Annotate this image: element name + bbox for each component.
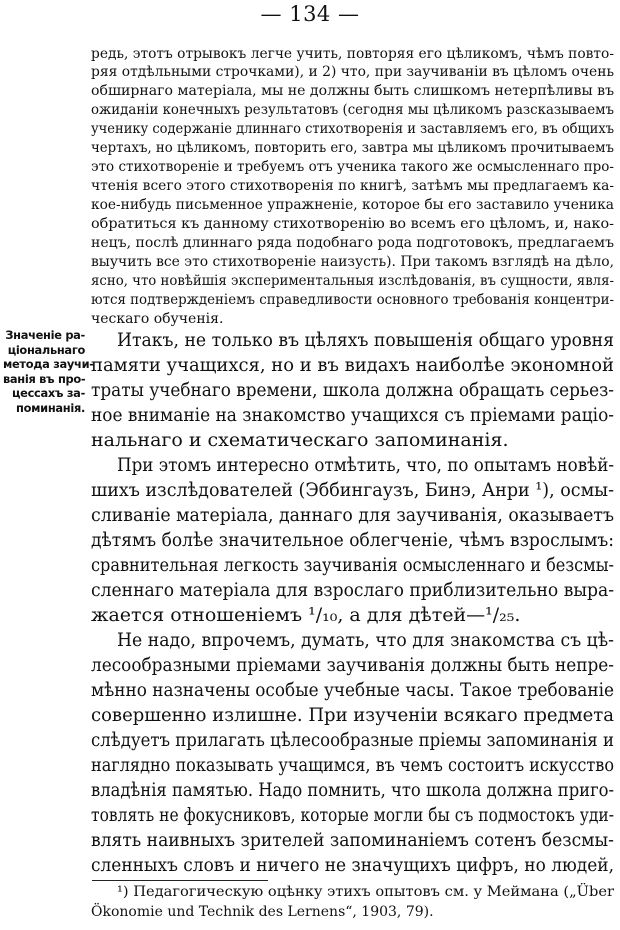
text-line: сливаніе матеріала, даннаго для заучиванія, оказываетъ bbox=[91, 504, 614, 526]
margin-note-line: поминанія. bbox=[16, 400, 85, 415]
page-number: — 134 — bbox=[260, 2, 360, 26]
text-line: влять наивныхъ зрителей запоминаніемъ сотенъ безсмы- bbox=[91, 829, 614, 851]
text-line: шихъ изслѣдователей (Эббингаузъ, Бинэ, Анри ¹), осмы- bbox=[91, 479, 615, 501]
text-line: ученику содержаніе длиннаго стихотворенія и заставляемъ его, въ общихъ bbox=[91, 121, 615, 137]
text-line: сленныхъ словъ и ничего не значущихъ цифръ, но людей, bbox=[91, 854, 614, 876]
margin-note-line: цессахъ за- bbox=[12, 386, 85, 401]
text-line: ное вниманіе на знакомство учащихся съ пріемами раціо- bbox=[91, 404, 615, 426]
text-line: жается отношеніемъ ¹/₁₀, а для дѣтей—¹/₂₅. bbox=[91, 604, 521, 626]
margin-note bbox=[3, 328, 94, 416]
text-line: нецъ, послѣ длиннаго ряда подобнаго рода подготовокъ, предлагаемъ bbox=[91, 235, 614, 251]
text-line: дѣтямъ болѣе значительное облегченіе, чѣмъ взрослымъ: bbox=[91, 529, 615, 551]
footnote-line: Ökonomie und Technik des Lernens“, 1903, 79). bbox=[91, 904, 434, 920]
margin-note-line: ванія въ про- bbox=[3, 371, 86, 386]
text-line: ожиданіи конечныхъ результатовъ (сегодня мы цѣликомъ разсказываемъ bbox=[91, 102, 614, 118]
text-line: совершенно излишне. При изученіи всякаго предмета bbox=[91, 704, 614, 726]
text-line: Итакъ, не только въ цѣляхъ повышенія общаго уровня bbox=[117, 329, 614, 351]
text-line: ясно, что новѣйшія экспериментальныя изслѣдованія, въ сущности, явля- bbox=[91, 273, 615, 289]
text-line: обратиться къ данному стихотворенію во всемъ его цѣломъ, и, нако- bbox=[91, 216, 615, 232]
text-line: товлять не фокусниковъ, которые могли бы съ подмостокъ уди- bbox=[91, 804, 614, 826]
text-line: траты учебнаго времени, школа должна обращать серьез- bbox=[91, 379, 614, 401]
text-line: выучить все это стихотвореніе наизусть). При такомъ взглядѣ на дѣло, bbox=[91, 254, 615, 270]
text-line: лесообразными пріемами заучиванія должны быть непре- bbox=[91, 654, 615, 676]
text-line: памяти учащихся, но и въ видахъ наиболѣе экономной bbox=[91, 354, 615, 376]
margin-note-line: метода заучи- bbox=[3, 357, 94, 372]
text-line: При этомъ интересно отмѣтить, что, по опытамъ новѣй- bbox=[117, 454, 615, 476]
text-line: ческаго обученія. bbox=[91, 311, 224, 327]
text-line: наглядно показывать учащимся, въ чемъ состоитъ искусство bbox=[91, 754, 615, 776]
footnote-line: ¹) Педагогическую оцѣнку этихъ опытовъ см. у Меймана („Über bbox=[117, 884, 614, 900]
text-line: сравнительная легкость заучиванія осмысленнаго и безсмы- bbox=[91, 554, 615, 576]
footnote-rule bbox=[92, 880, 268, 881]
text-line: ряя отдѣльными строчками), и 2) что, при заучиваніи въ цѣломъ очень bbox=[91, 64, 614, 80]
text-line: сленнаго матеріала для взрослаго приблизительно выра- bbox=[91, 579, 615, 601]
text-line: Не надо, впрочемъ, думать, что для знакомства съ цѣ- bbox=[117, 629, 614, 651]
text-line: мѣнно назначены особые учебные часы. Такое требованіе bbox=[91, 679, 614, 701]
text-line: слѣдуетъ прилагать цѣлесообразные пріемы запоминанія и bbox=[91, 729, 614, 751]
text-line: владѣнія памятью. Надо помнить, что школа должна приго- bbox=[91, 779, 615, 801]
margin-note-line: ціональнаго bbox=[7, 342, 85, 357]
text-line: чертахъ, но цѣликомъ, повторить его, завтра мы цѣликомъ прочитываемъ bbox=[91, 140, 614, 156]
text-line: кое-нибудь письменное упражненіе, которое бы его заставило ученика bbox=[91, 197, 615, 213]
text-line: нальнаго и схематическаго запоминанія. bbox=[91, 429, 509, 451]
text-line: ются подтвержденіемъ справедливости основного требованія концентри- bbox=[91, 292, 614, 308]
text-line: обширнаго матеріала, мы не должны быть слишкомъ нетерпѣливы въ bbox=[91, 83, 615, 99]
margin-note-line: Значеніе ра- bbox=[5, 328, 85, 342]
text-line: это стихотвореніе и требуемъ отъ ученика такого же осмысленнаго про- bbox=[91, 159, 615, 175]
text-line: чтенія всего этого стихотворенія по книгѣ, затѣмъ мы предлагаемъ ка- bbox=[91, 178, 614, 194]
text-line: редь, этотъ отрывокъ легче учить, повторяя его цѣликомъ, чѣмъ повто- bbox=[91, 46, 615, 62]
